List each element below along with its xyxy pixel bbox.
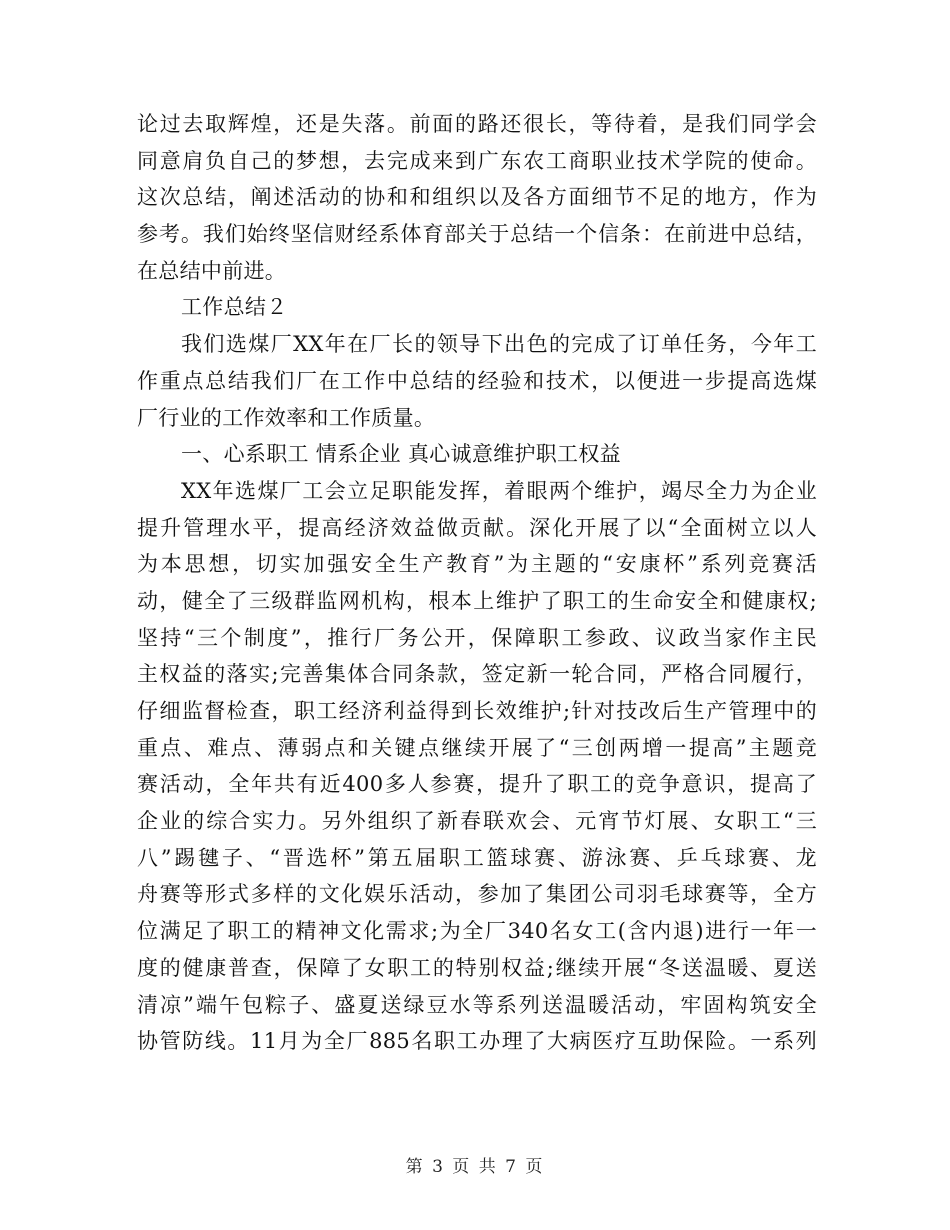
text-line: 作重点总结我们厂在工作中总结的经验和技术，以便进一步提高选煤	[137, 368, 817, 393]
text-line: 论过去取辉煌，还是失落。前面的路还很长，等待着，是我们同学会	[137, 112, 817, 136]
text-line: 主权益的落实;完善集体合同条款，签定新一轮合同，严格合同履行，	[137, 662, 817, 687]
text-line: 这次总结，阐述活动的协和和组织以及各方面细节不足的地方，作为	[137, 185, 817, 210]
text-line: 在总结中前进。	[137, 258, 287, 283]
text-line: 坚持“三个制度”，推行厂务公开，保障职工参政、议政当家作主民	[137, 625, 817, 650]
text-line: 企业的综合实力。另外组织了新春联欢会、元宵节灯展、女职工“三	[137, 809, 817, 834]
document-body	[137, 106, 817, 1060]
text-line: 动，健全了三级群监网机构，根本上维护了职工的生命安全和健康权;	[137, 588, 817, 613]
text-line: 协管防线。11月为全厂885名职工办理了大病医疗互助保险。一系列	[137, 1029, 817, 1054]
text-line: 舟赛等形式多样的文化娱乐活动，参加了集团公司羽毛球赛等，全方	[137, 882, 817, 907]
text-line: 我们选煤厂XX年在厂长的领导下出色的完成了订单任务，今年工	[181, 332, 817, 357]
text-line: 清凉”端午包粽子、盛夏送绿豆水等系列送温暖活动，牢固构筑安全	[137, 992, 817, 1017]
text-line: XX年选煤厂工会立足职能发挥，着眼两个维护，竭尽全力为企业	[181, 478, 817, 503]
text-line: 提升管理水平，提高经济效益做贡献。深化开展了以“全面树立以人	[137, 515, 817, 540]
text-line: 八”踢毽子、“晋选杯”第五届职工篮球赛、游泳赛、乒乓球赛、龙	[137, 845, 817, 870]
text-line: 厂行业的工作效率和工作质量。	[137, 405, 436, 430]
text-line: 位满足了职工的精神文化需求;为全厂340名女工(含内退)进行一年一	[137, 919, 817, 944]
section-heading: 工作总结２	[181, 295, 288, 320]
text-line: 度的健康普查，保障了女职工的特别权益;继续开展“冬送温暖、夏送	[137, 955, 817, 980]
text-line: 重点、难点、薄弱点和关键点继续开展了“三创两增一提高”主题竞	[137, 735, 817, 760]
text-line: 参考。我们始终坚信财经系体育部关于总结一个信条：在前进中总结，	[137, 222, 817, 247]
text-line: 为本思想，切实加强安全生产教育”为主题的“安康杯”系列竞赛活	[137, 552, 817, 577]
text-line: 同意肩负自己的梦想，去完成来到广东农工商职业技术学院的使命。	[137, 148, 817, 173]
text-line: 赛活动，全年共有近400多人参赛，提升了职工的竞争意识，提高了	[137, 772, 817, 797]
page-number: 第 3 页 共 7 页	[405, 1157, 545, 1177]
text-line: 仔细监督检查，职工经济利益得到长效维护;针对技改后生产管理中的	[137, 699, 817, 723]
subsection-heading: 一、心系职工 情系企业 真心诚意维护职工权益	[181, 442, 621, 467]
